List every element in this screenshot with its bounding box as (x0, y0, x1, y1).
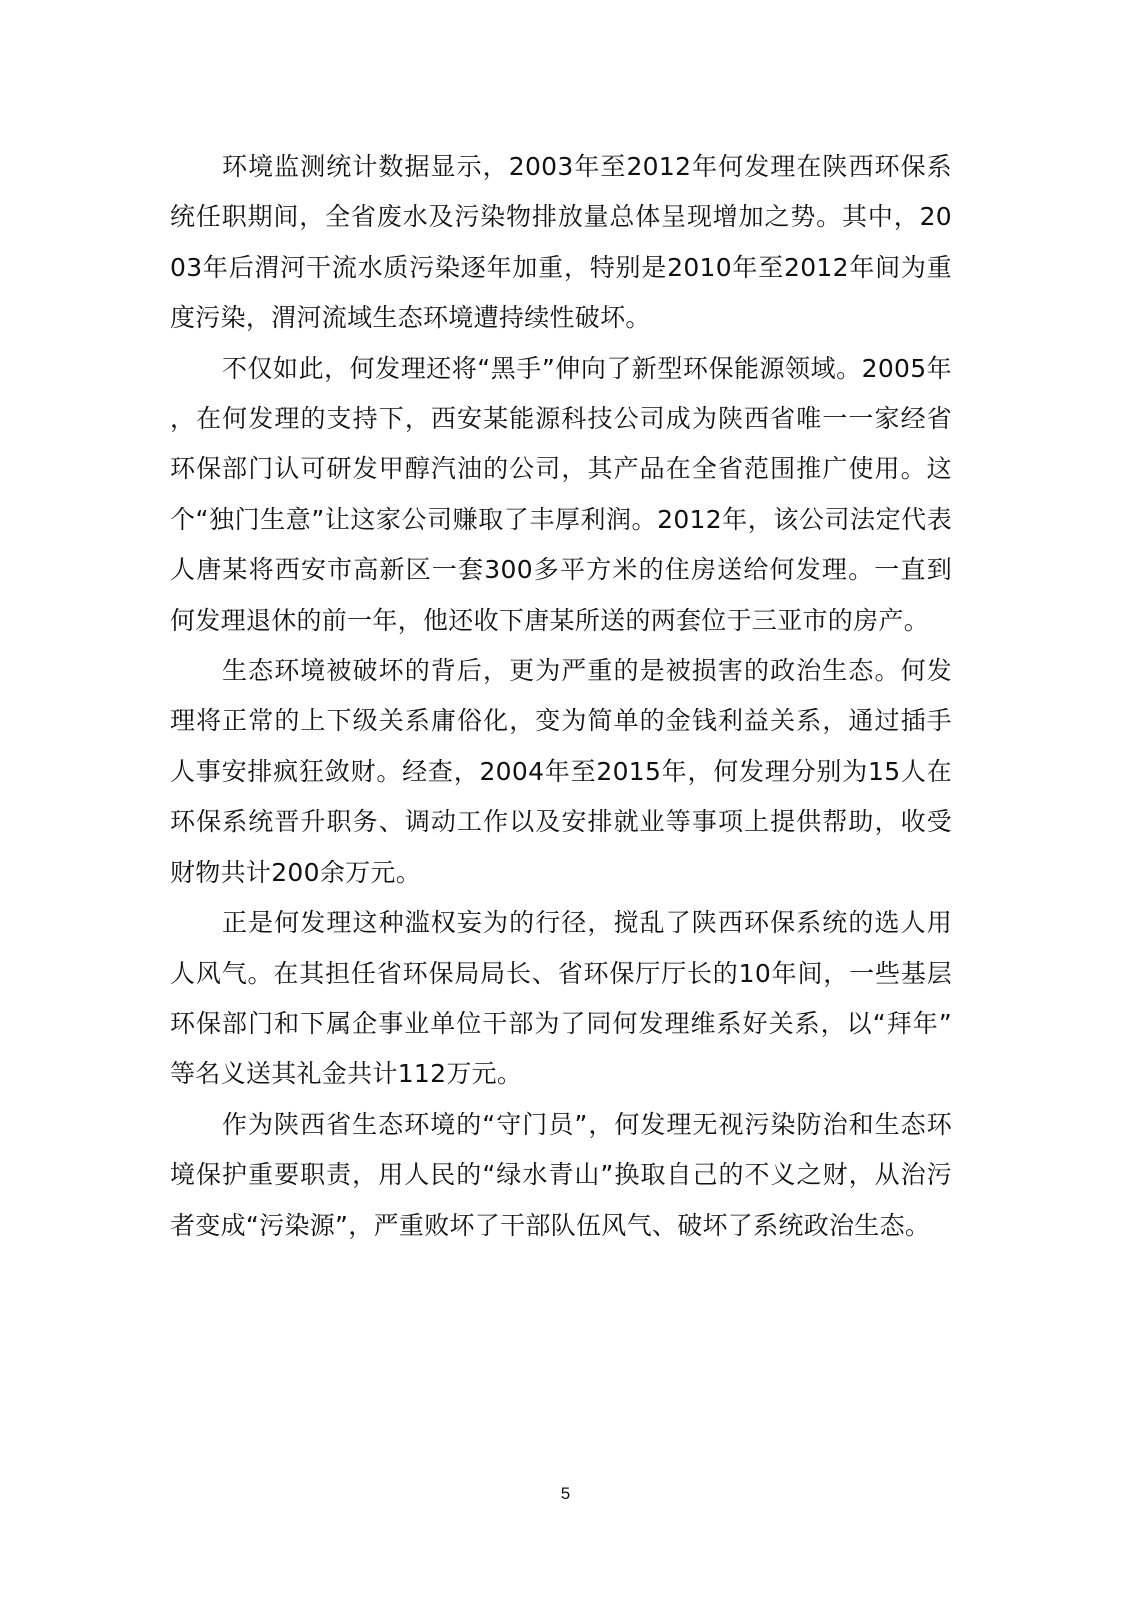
paragraph-3: 生态环境被破坏的背后，更为严重的是被损害的政治生态。何发理将正常的上下级关系庸俗化，变为简单的金钱利益关系，通过插手人事安排疯狂敛财。经查，2004年至2015年，何发理分别为15人在环保系统晋升职务、调动工作以及安排就业等事项上提供帮助，收受财物共计200余万元。 (170, 656, 952, 887)
paragraph-2: 不仅如此，何发理还将“黑手”伸向了新型环保能源领域。2005年，在何发理的支持下，西安某能源科技公司成为陕西省唯一一家经省环保部门认可研发甲醇汽油的公司，其产品在全省范围推广使用。这个“独门生意”让这家公司赚取了丰厚利润。2012年，该公司法定代表人唐某将西安市高新区一套300多平方米的住房送给何发理。一直到何发理退休的前一年，他还收下唐某所送的两套位于三亚市的房产。 (170, 353, 952, 635)
body-text (170, 142, 952, 1251)
paragraph-4: 正是何发理这种滥权妄为的行径，搅乱了陕西环保系统的选人用人风气。在其担任省环保局局长、省环保厅厅长的10年间，一些基层环保部门和下属企事业单位干部为了同何发理维系好关系，以“拜年”等名义送其礼金共计112万元。 (170, 908, 952, 1089)
paragraph-1: 环境监测统计数据显示，2003年至2012年何发理在陕西环保系统任职期间，全省废水及污染物排放量总体呈现增加之势。其中，2003年后渭河干流水质污染逐年加重，特别是2010年至2012年间为重度污染，渭河流域生态环境遭持续性破坏。 (170, 152, 952, 333)
paragraph-5: 作为陕西省生态环境的“守门员”，何发理无视污染防治和生态环境保护重要职责，用人民的“绿水青山”换取自己的不义之财，从治污者变成“污染源”，严重败坏了干部队伍风气、破坏了系统政治生态。 (170, 1109, 952, 1240)
page-number: 5 (560, 1484, 571, 1503)
